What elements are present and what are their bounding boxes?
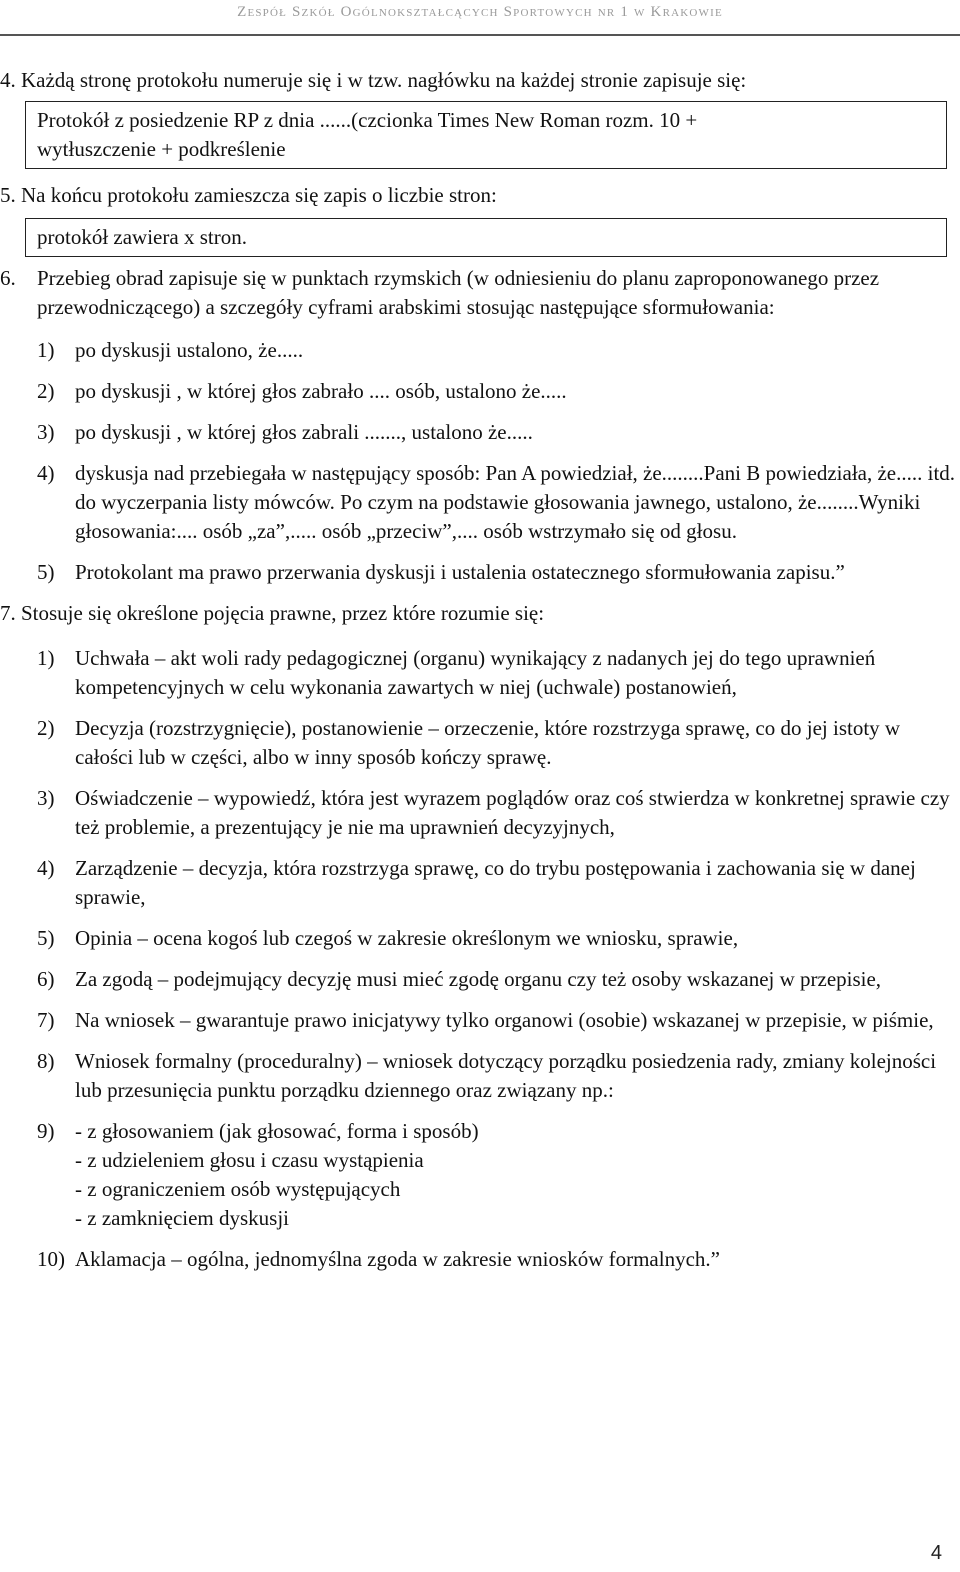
list-item-text: Protokolant ma prawo przerwania dyskusji i ustalenia ostatecznego sformułowania zapisu.” [75, 560, 845, 584]
list-item [0, 784, 960, 842]
document-header: Zespół Szkół Ogólnokształcących Sportowych nr 1 w Krakowie [237, 4, 723, 20]
list-item-text: Decyzja (rozstrzygnięcie), postanowienie – orzeczenie, które rozstrzyga sprawę, co do jej istoty w całości lub w części, albo w inny sposób kończy sprawę. [75, 716, 901, 769]
section-5 [0, 181, 960, 210]
document-body [0, 66, 960, 1286]
list-item-number: 4) [37, 461, 55, 485]
section-4-number: 4. [0, 68, 16, 92]
list-item-text: dyskusja nad przebiegała w następujący sposób: Pan A powiedział, że........Pani B powiedziała, że..... itd. do wyczerpania listy mówców. Po czym na podstawie głosowania jawnego, ustalono, że........Wyniki głosowania:.... osób „za”,..... osób „przeciw”,.... osób wstrzymało się od głosu. [75, 461, 956, 543]
list-item [0, 924, 960, 953]
sub-line: - z zamknięciem dyskusji [75, 1206, 290, 1230]
list-item-number: 5) [37, 926, 55, 950]
list-item-text: po dyskusji ustalono, że..... [75, 338, 304, 362]
list-item-number: 4) [37, 856, 55, 880]
sub-line: - z głosowaniem (jak głosować, forma i sposób) [75, 1119, 479, 1143]
list-item [0, 854, 960, 912]
list-item [0, 336, 960, 365]
header-format-line-2: wytłuszczenie + podkreślenie [37, 137, 286, 161]
page-number: 4 [930, 1542, 942, 1564]
list-item-text: Uchwała – akt woli rady pedagogicznej (organu) wynikający z nadanych jej do tego uprawnień kompetencyjnych w celu wykonania zawartych w niej (uchwale) postanowień, [75, 646, 876, 699]
list-item [0, 1047, 960, 1105]
list-item-number: 9) [37, 1119, 55, 1143]
list-item-number: 6) [37, 967, 55, 991]
header-divider [0, 34, 960, 36]
list-item [0, 558, 960, 587]
list-item-text: po dyskusji , w której głos zabrało .... osób, ustalono że..... [75, 379, 567, 403]
section-5-number: 5. [0, 183, 16, 207]
list-item [0, 1245, 960, 1274]
section-4 [0, 66, 960, 95]
list-item-text: Opinia – ocena kogoś lub czegoś w zakresie określonym we wniosku, sprawie, [75, 926, 739, 950]
page-count-box [25, 218, 947, 257]
list-item-number: 8) [37, 1049, 55, 1073]
sub-line: - z udzieleniem głosu i czasu wystąpienia [75, 1148, 424, 1172]
list-item-number: 2) [37, 379, 55, 403]
list-item-number: 1) [37, 338, 55, 362]
section-6-text: Przebieg obrad zapisuje się w punktach rzymskich (w odniesieniu do planu zaproponowanego przez przewodniczącego) a szczegóły cyframi arabskimi stosując następujące sformułowania: [37, 266, 880, 319]
list-item [0, 418, 960, 447]
list-item-text: Oświadczenie – wypowiedź, która jest wyrazem poglądów oraz coś stwierdza w konkretnej sprawie czy też problemie, a prezentujący je nie ma uprawnień decyzyjnych, [75, 786, 950, 839]
list-item [0, 377, 960, 406]
section-7-number: 7. [0, 601, 16, 625]
section-4-text: Każdą stronę protokołu numeruje się i w tzw. nagłówku na każdej stronie zapisuje się: [21, 68, 747, 92]
list-item [0, 459, 960, 546]
page-count-text: protokół zawiera x stron. [37, 225, 247, 249]
list-item-text: po dyskusji , w której głos zabrali ......., ustalono że..... [75, 420, 533, 444]
list-item [0, 644, 960, 702]
list-item [0, 714, 960, 772]
list-item-number: 3) [37, 420, 55, 444]
list-item-number: 10) [37, 1247, 65, 1271]
list-item-text: Zarządzenie – decyzja, która rozstrzyga sprawę, co do trybu postępowania i zachowania się w danej sprawie, [75, 856, 916, 909]
section-7 [0, 599, 960, 628]
list-item-text: Za zgodą – podejmujący decyzję musi mieć zgodę organu czy też osoby wskazanej w przepisie, [75, 967, 882, 991]
list-item-number: 3) [37, 786, 55, 810]
list-item [0, 965, 960, 994]
list-item-number: 5) [37, 560, 55, 584]
list-item [0, 1006, 960, 1035]
list-item [0, 1117, 960, 1233]
list-item-number: 7) [37, 1008, 55, 1032]
section-7-text: Stosuje się określone pojęcia prawne, przez które rozumie się: [21, 601, 545, 625]
list-item-text: Aklamacja – ogólna, jednomyślna zgoda w zakresie wniosków formalnych.” [75, 1247, 720, 1271]
section-6 [0, 264, 960, 322]
list-item-number: 2) [37, 716, 55, 740]
header-format-box [25, 101, 947, 169]
section-5-text: Na końcu protokołu zamieszcza się zapis o liczbie stron: [21, 183, 497, 207]
section-7-list [0, 644, 960, 1274]
list-item-number: 1) [37, 646, 55, 670]
sub-line: - z ograniczeniem osób występujących [75, 1177, 401, 1201]
header-format-line-1: Protokół z posiedzenie RP z dnia ......(czcionka Times New Roman rozm. 10 + [37, 108, 698, 132]
section-6-list [0, 336, 960, 587]
list-item-text: Na wniosek – gwarantuje prawo inicjatywy tylko organowi (osobie) wskazanej w przepisie, w piśmie, [75, 1008, 934, 1032]
section-6-number: 6. [0, 266, 16, 290]
list-item-text: Wniosek formalny (proceduralny) – wniosek dotyczący porządku posiedzenia rady, zmiany kolejności lub przesunięcia punktu porządku dziennego oraz związany np.: [75, 1049, 937, 1102]
